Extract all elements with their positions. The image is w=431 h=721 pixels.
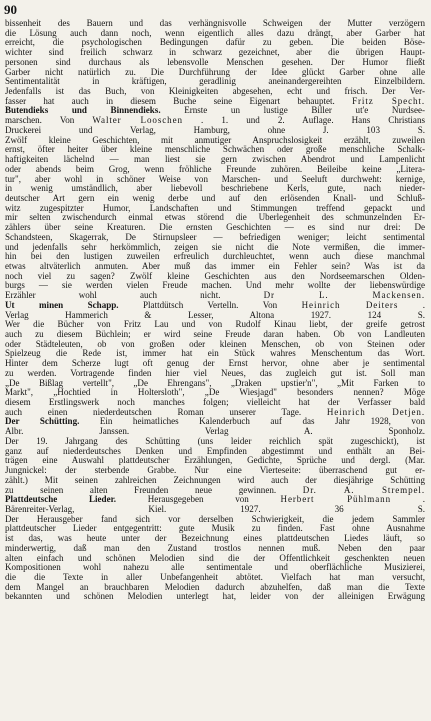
text-line	[5, 97, 425, 107]
entry-title: Ut minen Schapp.	[5, 300, 119, 310]
line-segment: zu seinen alten Freunden neue gewinnen.	[5, 485, 277, 495]
line-segment: „De Bißlag vertellt", „De Ehrengans", „Draken upstier'n", „Mit Farken to	[5, 378, 425, 388]
text-line	[5, 311, 425, 321]
text-line	[5, 252, 425, 262]
text-line	[5, 563, 425, 573]
line-segment: Garber nicht natürlich zu. Die Durchführung der Idee glückt Garber ohne alle	[5, 67, 425, 77]
text-line	[5, 437, 425, 447]
line-segment: noch viel zu sagen? Zwölf kleine Geschichten aus den Nordseemarschen Olden-	[5, 271, 425, 281]
line-segment: mir selten zwischendurch einmal etwas störend die Überlegenheit des schmunzelnden Er-	[5, 213, 425, 223]
line-segment: Hinter dem Scherze lugt oft genug der Ernst hervor, ohne aber je sentimental	[5, 359, 425, 369]
text-line	[5, 495, 425, 505]
line-segment: plattdeutscher Lieder entgegentritt: gute Musik zu finden. Fast ohne Ausnahme	[5, 524, 425, 534]
text-line	[5, 359, 425, 369]
line-segment: deutscher Art gern ein wenig derbe und auf den erlösenden Knall- und Schluß-	[5, 193, 425, 203]
text-line	[5, 116, 425, 126]
text-line	[5, 165, 425, 175]
line-segment: Kompositionen wohl nahezu alle sentimentale und oberflächliche Musizierei,	[5, 563, 425, 573]
text-line	[5, 155, 425, 165]
text-line	[5, 194, 425, 204]
text-line	[5, 515, 425, 525]
line-segment: bekannten und schönen Melodien unterlegt hat, leider von der alleinigen Erwägung	[5, 592, 425, 602]
line-segment: Zwölf kleine Geschichten, mit anmutiger Anspruchslosigkeit erzählt, zuweilen	[5, 135, 425, 145]
line-segment: oder Städteleuten, ob von großen oder kleinen Menschen, ob von Steinen oder	[5, 339, 425, 349]
text-line	[5, 213, 425, 223]
text-line	[5, 175, 425, 185]
text-line	[5, 388, 425, 398]
text-line	[5, 262, 425, 272]
line-segment: auch einen niederdeutschen Roman unserer Tage.	[5, 407, 302, 417]
text-line	[5, 243, 425, 253]
line-segment: personen sind durchaus als lebensvolle Menschen gesehen. Der Humor fließt	[5, 57, 425, 67]
line-segment: Markt", „Hochtied in Holtersloth", „De Wiesjagd" besonders nennen? Möge	[5, 388, 425, 398]
text-line	[5, 233, 425, 243]
text-line	[5, 340, 425, 350]
line-segment: oder abends beim Grog, wenn fröhliche Freunde zuhören. Beileibe keine „Litera-	[5, 164, 425, 174]
line-segment: zu werden. Vortragende finden hier viel Neues, das zugleich gut ist. Soll man	[5, 368, 425, 378]
entry-title: Plattdeutsche Lieder.	[5, 495, 117, 505]
text-line	[5, 330, 425, 340]
line-segment: und jedenfalls sehr herkömmlich, zeigen sie nicht die Note vermißen, die immer-	[5, 242, 425, 252]
text-line	[5, 583, 425, 593]
line-segment: wichter sind freilich schwarz in schwarz gezeichnet, aber die übrigen Haupt-	[5, 48, 425, 58]
text-line	[5, 447, 425, 457]
text-line	[5, 136, 425, 146]
line-segment: Ernste un lustige Biller ut'e Nurdsee-	[160, 106, 425, 116]
text-line	[5, 534, 425, 544]
line-segment: etwas altväterlich anmuten. Aber muß das immer ein Fehler sein? Was ist da	[5, 261, 425, 271]
line-segment: Sentimentalität in kräftigen, geradlinig aneinandergereihten Einzelbildern.	[5, 77, 425, 87]
text-line	[5, 369, 425, 379]
text-line	[5, 58, 425, 68]
line-segment: Albr. Janssen. Verlag A. Sponholz.	[5, 427, 425, 437]
line-segment: marschen. Von	[5, 116, 93, 126]
line-segment: Verlag Hammerich & Lesser, Altona 1927. 124 S.	[5, 310, 425, 320]
line-segment: die die Texte in aller Unbefangenheit abtötet. Vielfach hat man versucht,	[5, 572, 425, 582]
line-segment: trägen eine Auswahl plattdeutscher Erzählungen, Gedichte, Sprüche und dergl. (Mar.	[5, 456, 425, 466]
line-segment: bissenheit des Bauern und das verhängnisvolle Schweigen der Mutter verzögern	[5, 19, 425, 28]
line-segment: Druckerei und Verlag, Hamburg, ohne J. 103 S.	[5, 125, 425, 135]
name-text: Fritz Specht.	[352, 96, 425, 106]
text-line	[5, 398, 425, 408]
name-text: Heinrich Deiters	[301, 300, 399, 310]
text-line	[5, 29, 425, 39]
text-line	[5, 301, 425, 311]
line-segment: Erzähler wohl auch nicht.	[5, 291, 221, 301]
text-line	[5, 408, 425, 418]
text-line	[5, 524, 425, 534]
line-segment: minderwertig, daß man den Zustand trostlos nennen muß. Neben den paar	[5, 543, 425, 553]
line-segment: Wer die Bücher von Fritz Lau und von Rudolf Kinau liebt, der greife getrost	[5, 320, 425, 330]
text-line	[5, 19, 425, 29]
text-line	[5, 184, 425, 194]
text-line	[5, 476, 425, 486]
text-line	[5, 544, 425, 554]
line-segment: haftigkeiten lächelnd — man liest sie gern zwischen Abendrot und Lampenlicht	[5, 155, 425, 165]
line-segment: fasser hat auch in diesem Buche seine Eigenart behauptet.	[5, 96, 335, 106]
text-line	[5, 48, 425, 58]
line-segment: die Lösung auch dann noch, wenn eigentlich alles dazu drängt, aber Garber hat	[5, 28, 425, 38]
line-segment: witz zugespitzter Humor, Landschaften und Stimmungen treffend gepackt und	[5, 203, 425, 213]
text-line	[5, 505, 425, 515]
line-segment: Jungnickel: der sterbende Grabbe. Nur eine Vierteseite: überraschend gut er-	[5, 466, 425, 476]
text-line	[5, 145, 425, 155]
line-segment: dem Mangel an brauchbaren Melodien dadurch abzuhelfen, daß man die Texte	[5, 582, 425, 592]
line-segment: Bärenreiter-Verlag, Kiel. 1927. 36 S.	[5, 504, 425, 514]
text-line	[5, 77, 425, 87]
text-line	[5, 272, 425, 282]
line-segment: zählers über seine Kreaturen. Die ernsten Geschichten — es sind nur drei: De	[5, 223, 425, 233]
line-segment: in wenig umständlich, aber liebevoll beschriebene Kerls, gute, nach nieder-	[5, 184, 425, 194]
line-segment: ist das, was heute unter der Bezeichnung eines plattdeutschen Liedes läuft, so	[5, 534, 425, 544]
text-line	[5, 106, 425, 116]
line-segment: Schandsteen, Skagerrak, De Stirnupsleer — befriedigen weniger; leicht sentimental	[5, 232, 425, 242]
text-line	[5, 320, 425, 330]
line-segment: auch zu diesem Büchlein; er wird seine Freude daran haben. Ob von Landleuten	[5, 330, 425, 339]
text-line	[5, 38, 425, 48]
text-line	[5, 554, 425, 564]
line-segment: Der 19. Jahrgang des Schütting (uns leider reichlich spät zugeschickt), ist	[5, 436, 425, 446]
text-line	[5, 291, 425, 301]
text-line	[5, 379, 425, 389]
line-segment: hin bei den lustigen zuweilen erfreulich durchleuchtet, wenn auch diese manchmal	[5, 252, 425, 262]
entry-title: Butendieks und Binnendieks.	[5, 106, 161, 116]
text-line	[5, 126, 425, 136]
text-line	[5, 349, 425, 359]
line-segment: ganz auf niederdeutsches Denken und Empfinden abgestimmt und enthält an Bei-	[5, 446, 425, 456]
text-line	[5, 466, 425, 476]
text-line	[5, 486, 425, 496]
text-line	[5, 68, 425, 78]
line-segment: .	[422, 495, 425, 505]
text-line	[5, 281, 425, 291]
line-segment: Spielzeug die Rede ist, immer hat ein Stück wahres Menschentum das Wort.	[5, 349, 425, 359]
line-segment: diesem Erstlingswerk noch manches folgen; vielleicht hat der Verfasser bald	[5, 398, 425, 408]
line-segment: .	[422, 300, 425, 310]
name-text: Dr L. Mackensen.	[263, 291, 425, 301]
line-segment: erreicht, die psychologischen Bedingungen dafür zu geben. Die beiden Böse-	[5, 38, 425, 48]
text-line	[5, 417, 425, 427]
name-text: Herbert Pühlmann	[280, 495, 391, 505]
line-segment: . 1. und 2. Auflage. Hans Christians	[201, 116, 425, 126]
name-text: Heinrich Detjen.	[326, 407, 425, 417]
text-line	[5, 87, 425, 97]
line-segment: burgs — sie werden vielen Freude machen. Und mehr wollte der liebenswürdige	[5, 281, 425, 291]
review-text	[5, 19, 425, 602]
name-text: Walter Looschen	[92, 116, 183, 126]
line-segment: tur", aber wohl in schöner Weise von Marschen- und Seeluft durchweht: kernige,	[5, 174, 425, 184]
name-text: Dr. A. Strempel.	[302, 485, 425, 495]
text-line	[5, 456, 425, 466]
page-number: 90	[4, 2, 17, 17]
line-segment: zählt.) Mit seinen zahlreichen Zeichnungen wird auch der diesjährige Schütting	[5, 475, 425, 485]
line-segment: Ein heimatliches Kalenderbuch auf das Jahr 1928, von	[79, 417, 425, 427]
entry-title: Der Schütting.	[5, 417, 80, 427]
line-segment: alten einfach und schönen Melodien sind die der Öffentlichkeit geschenkten neuen	[5, 553, 425, 563]
text-line	[5, 223, 425, 233]
text-line	[5, 573, 425, 583]
line-segment: ernst, öfter heiter über kleine menschliche Schwächen oder große menschliche Schalk-	[5, 145, 425, 155]
line-segment: Plattdütsch Vertelln. Von	[118, 300, 302, 310]
line-segment: Der Herausgeber fand sich vor derselben Schwierigkeit, die jedem Sammler	[5, 514, 425, 524]
line-segment: Herausgegeben von	[116, 495, 281, 505]
line-segment: Jedenfalls ist das Buch, von Kleinigkeiten abgesehen, echt und frisch. Der Ver-	[5, 87, 425, 97]
text-line	[5, 592, 425, 602]
text-line	[5, 427, 425, 437]
text-line	[5, 204, 425, 214]
